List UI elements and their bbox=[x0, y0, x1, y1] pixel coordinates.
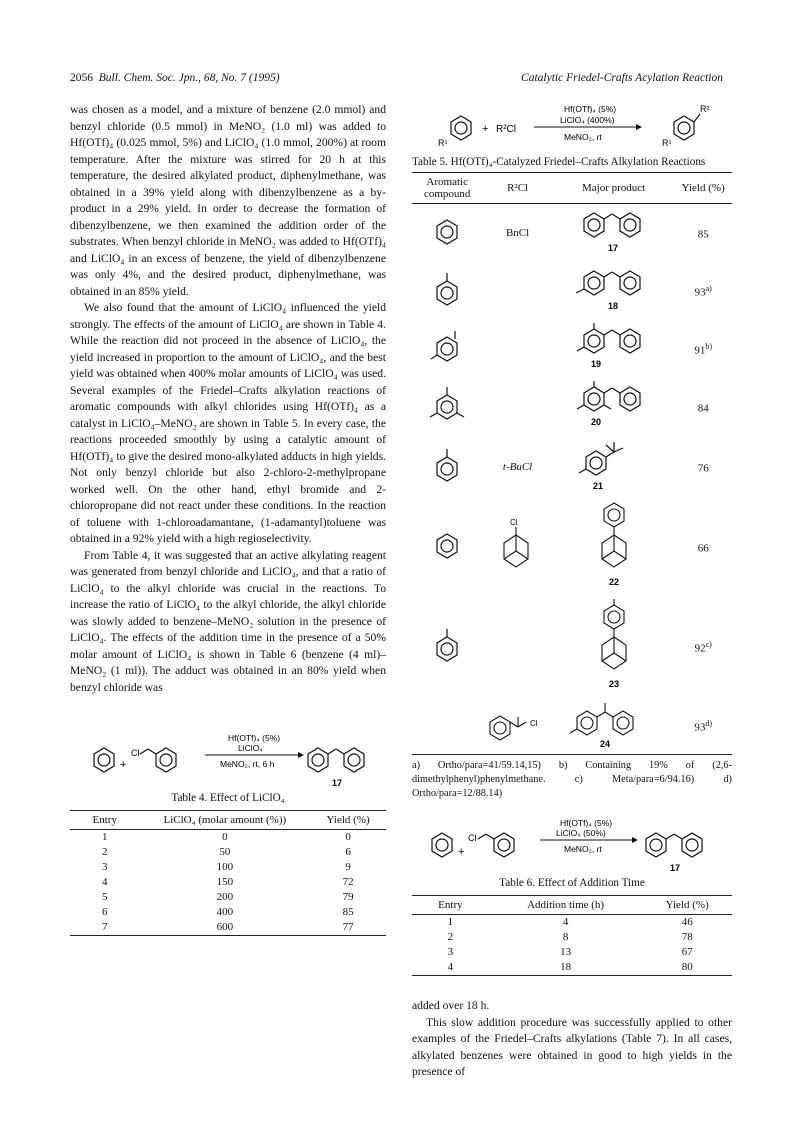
yield-cell bbox=[674, 204, 732, 263]
product-structure bbox=[566, 699, 662, 749]
reagent-cell bbox=[482, 436, 552, 498]
compound-number: 20 bbox=[590, 417, 601, 427]
arrow-head bbox=[298, 752, 304, 758]
toluene-structure bbox=[432, 269, 462, 309]
table-cell: 9 bbox=[345, 861, 351, 873]
table-cell: 4 bbox=[412, 960, 489, 976]
table-cell: 100 bbox=[216, 861, 234, 873]
product-cell bbox=[553, 262, 675, 320]
table-cell: 4 bbox=[102, 876, 108, 888]
reaction-conditions: MeNO₂, rt, 6 h bbox=[220, 759, 275, 769]
table-cell: 46 bbox=[681, 916, 693, 928]
reagent-cell bbox=[482, 378, 552, 436]
table-row bbox=[412, 698, 732, 755]
table-cell: 3 bbox=[447, 946, 454, 958]
table-cell: 78 bbox=[681, 931, 693, 943]
compound-number: 18 bbox=[607, 301, 618, 311]
diphenylmethane-structure bbox=[646, 833, 702, 857]
table-cell: 2 bbox=[102, 846, 108, 858]
yield-value: 85 bbox=[697, 228, 709, 241]
product-cell bbox=[553, 204, 675, 263]
r1-label: R¹ bbox=[438, 138, 448, 148]
aromatic-cell bbox=[412, 262, 482, 320]
reagent-salt: LiClO₄ (50%) bbox=[556, 828, 606, 838]
product-structure bbox=[579, 597, 649, 693]
product-structure bbox=[569, 321, 659, 373]
table-cell: 80 bbox=[642, 960, 732, 976]
chloroethylbenzene-structure bbox=[486, 704, 550, 744]
page-number: 2056 bbox=[70, 72, 93, 84]
paragraph: From Table 4, it was suggested that an active alkylating reagent was generated from benzyl chloride and LiClO₄, and that a ratio of LiClO₄ to the alkyl chloride was crucial in the reactions. To increase the ratio of LiClO₄ to the alkyl chloride, the alkyl chloride was slowly added to benzene–MeNO₂ solution in the presence of LiClO₄. The effects of the addition time in the presence of a 50% molar amount of LiClO₄ is shown in Table 6 (benzene (4 ml)–MeNO₂ (1 ml)). The adduct was obtained in an 80% yield when benzyl chloride was bbox=[70, 548, 386, 694]
reaction-scheme-4 bbox=[70, 730, 386, 788]
r1-label: R¹ bbox=[662, 138, 672, 148]
column-header: Entry bbox=[70, 811, 140, 830]
arrow-head bbox=[632, 837, 638, 843]
r2-label: R² bbox=[700, 104, 710, 114]
table-cell: 400 bbox=[216, 906, 234, 918]
column-header: Aromatic compound bbox=[412, 173, 482, 204]
table-cell: 0 bbox=[345, 831, 351, 843]
aromatic-cell bbox=[412, 596, 482, 698]
xylene-structure bbox=[430, 325, 464, 369]
footnote-marker: b) bbox=[705, 342, 713, 352]
table-cell: 67 bbox=[681, 946, 693, 958]
paragraph: This slow addition procedure was successfully applied to other examples of the Friedel–Crafts alkylations (Table 7). In all cases, alkylated benzenes were obtained in good to high yields in the presence of bbox=[412, 1015, 732, 1078]
table-cell: 72 bbox=[342, 876, 354, 888]
yield-value: 76 bbox=[697, 462, 709, 475]
reaction-conditions: MeNO₂, rt bbox=[564, 132, 602, 142]
table-header-row bbox=[412, 896, 732, 915]
product-structure bbox=[569, 205, 659, 257]
yield-value: 92 bbox=[694, 642, 706, 655]
table-cell: 0 bbox=[222, 831, 228, 843]
scheme-table6 bbox=[412, 815, 732, 873]
table-row bbox=[412, 596, 732, 698]
table6-caption: Table 6. Effect of Addition Time bbox=[499, 877, 645, 889]
table-row bbox=[412, 960, 732, 976]
table-cell: 1 bbox=[447, 916, 454, 928]
column-header: Yield (%) bbox=[310, 811, 386, 830]
product-structure bbox=[569, 437, 659, 493]
paragraph: added over 18 h. bbox=[412, 999, 490, 1012]
table-row bbox=[412, 436, 732, 498]
table4-caption: Table 4. Effect of LiClO₄ bbox=[171, 792, 285, 804]
table-row bbox=[412, 378, 732, 436]
benzene-structure bbox=[432, 216, 462, 246]
table-row bbox=[70, 830, 386, 846]
table4 bbox=[70, 810, 386, 936]
compound-number: 17 bbox=[607, 243, 618, 253]
header-page-journal bbox=[70, 72, 280, 84]
compound-number: 19 bbox=[590, 359, 601, 369]
alkyl-chloride-label: R²Cl bbox=[496, 124, 516, 135]
arene-structure bbox=[451, 116, 471, 140]
table-cell: 1 bbox=[102, 831, 108, 843]
reagent-catalyst: Hf(OTf)₄ (5%) bbox=[228, 733, 281, 743]
yield-value: 66 bbox=[697, 542, 709, 555]
table-row bbox=[412, 930, 732, 945]
table-row bbox=[412, 320, 732, 378]
table-cell: 600 bbox=[140, 920, 311, 936]
column-header: Addition time (h) bbox=[489, 896, 643, 915]
table-header-row bbox=[412, 173, 732, 204]
left-column bbox=[70, 102, 386, 936]
table-cell: 50 bbox=[219, 846, 231, 858]
benzene-structure bbox=[432, 833, 452, 857]
reagent-cell bbox=[482, 498, 552, 596]
table5 bbox=[412, 172, 732, 755]
column-header: R²Cl bbox=[482, 173, 552, 204]
toluene-structure bbox=[432, 625, 462, 665]
reagent-name: t-BuCl bbox=[502, 460, 533, 473]
table5-caption: Table 5. Hf(OTf)₄-Catalyzed Friedel–Crafts Alkylation Reactions bbox=[412, 156, 706, 168]
table5-footnote: a) Ortho/para=41/59.14,15) b) Containing 19% of (2,6-dimethylphenyl)phenylmethane. c) Meta/para=6/94.16) d) Ortho/para=12/88.14) bbox=[412, 760, 732, 799]
product-structure bbox=[569, 379, 659, 431]
table-cell: 150 bbox=[216, 876, 234, 888]
table6 bbox=[412, 895, 732, 976]
aromatic-cell bbox=[412, 498, 482, 596]
column-header: Yield (%) bbox=[642, 896, 732, 915]
chloride-label: Cl bbox=[468, 833, 477, 843]
product-cell bbox=[553, 320, 675, 378]
reaction-scheme-6 bbox=[412, 815, 732, 873]
aromatic-cell bbox=[412, 204, 482, 263]
table-cell: 13 bbox=[560, 946, 572, 958]
table-cell: 85 bbox=[342, 906, 354, 918]
scheme-table4 bbox=[70, 730, 386, 788]
compound-number: 24 bbox=[599, 739, 610, 749]
product-cell bbox=[553, 698, 675, 755]
footnote-marker: a) bbox=[705, 284, 712, 294]
product-cell bbox=[553, 498, 675, 596]
plus-sign: + bbox=[482, 123, 489, 135]
compound-number: 22 bbox=[608, 577, 619, 587]
table-row bbox=[70, 890, 386, 905]
benzene-structure bbox=[94, 748, 114, 772]
reagent-cell bbox=[482, 698, 552, 755]
toluene-structure bbox=[432, 445, 462, 485]
running-header bbox=[70, 72, 723, 88]
chloroadamantane-structure bbox=[496, 515, 540, 575]
reagent-cell bbox=[482, 262, 552, 320]
benzyl-chloride-structure bbox=[478, 833, 514, 857]
yield-cell bbox=[674, 262, 732, 320]
table-cell: 5 bbox=[102, 891, 108, 903]
table-row bbox=[412, 915, 732, 931]
table-cell: 7 bbox=[70, 920, 140, 936]
table-cell: 6 bbox=[102, 906, 108, 918]
compound-number: 17 bbox=[670, 863, 681, 873]
footnote-marker: d) bbox=[705, 719, 713, 729]
table-cell: 6 bbox=[345, 846, 351, 858]
table-cell: 18 bbox=[489, 960, 643, 976]
product-cell bbox=[553, 436, 675, 498]
reagent-cell: BnCl bbox=[505, 226, 530, 239]
table-row bbox=[412, 262, 732, 320]
column-header: LiClO₄ (molar amount (%)) bbox=[140, 811, 311, 830]
reagent-catalyst: Hf(OTf)₄ (5%) bbox=[560, 818, 613, 828]
reagent-cell bbox=[482, 596, 552, 698]
diphenylmethane-structure bbox=[308, 748, 364, 772]
yield-cell bbox=[674, 498, 732, 596]
reagent-cell bbox=[482, 320, 552, 378]
table-cell: 3 bbox=[102, 861, 108, 873]
paragraph: We also found that the amount of LiClO₄ influenced the yield strongly. The effects of the amount of LiClO₄ are shown in Table 4. While the reaction did not proceed in the absence of LiClO₄, the yield increased in proportion to the amount of LiClO₄, and the best yield was obtained when 400% molar amounts of LiClO₄ was used. Several examples of the Friedel–Crafts alkylation reactions of aromatic compounds with alkyl chlorides using Hf(OTf)₄ as a catalyst in LiClO₄–MeNO₂ are shown in Table 5. In every case, the reactions proceeded smoothly by using a catalytic amount of Hf(OTf)₄ to give the desired mono-alkylated adducts in high yields. Not only benzyl chloride but also 2-chloro-2-methylpropane worked well. On the other hand, ethyl bromide and 2-chloropropane did not react under these conditions. In the reaction of toluene with 1-chloroadamantane, (1-adamantyl)toluene was obtained in a 92% yield with a high regioselectivity. bbox=[70, 301, 386, 545]
yield-cell bbox=[674, 596, 732, 698]
table-row bbox=[412, 498, 732, 596]
yield-cell bbox=[674, 698, 732, 755]
footnote-marker: c) bbox=[705, 640, 712, 650]
reagent-salt: LiClO₄ (400%) bbox=[560, 115, 615, 125]
plus-sign: + bbox=[458, 846, 465, 858]
reagent-salt: LiClO₄ bbox=[238, 743, 263, 753]
column-header: Major product bbox=[553, 173, 675, 204]
product-cell bbox=[553, 378, 675, 436]
yield-value: 91 bbox=[694, 344, 706, 357]
yield-value: 93 bbox=[694, 286, 706, 299]
right-column bbox=[412, 102, 732, 1081]
yield-cell bbox=[674, 436, 732, 498]
column-header: Yield (%) bbox=[674, 173, 732, 204]
mesitylene-structure bbox=[427, 383, 467, 427]
table-row bbox=[70, 845, 386, 860]
reagent-catalyst: Hf(OTf)₄ (5%) bbox=[564, 104, 617, 114]
column-header: Entry bbox=[412, 896, 489, 915]
journal-citation: Bull. Chem. Soc. Jpn., 68, No. 7 (1995) bbox=[98, 72, 280, 84]
compound-number: 21 bbox=[592, 481, 603, 491]
table-row bbox=[412, 204, 732, 263]
aromatic-cell bbox=[412, 436, 482, 498]
scheme-table5 bbox=[436, 102, 732, 152]
benzyl-chloride-structure bbox=[140, 748, 176, 772]
aromatic-cell bbox=[412, 320, 482, 378]
yield-value: 84 bbox=[697, 402, 709, 415]
product-structure bbox=[674, 114, 700, 140]
running-title: Catalytic Friedel-Crafts Acylation Reaction bbox=[521, 72, 723, 84]
product-structure bbox=[569, 263, 659, 315]
table-row bbox=[412, 945, 732, 960]
yield-value: 93 bbox=[694, 721, 706, 734]
product-cell bbox=[553, 596, 675, 698]
chloride-label: Cl bbox=[529, 719, 538, 728]
yield-cell bbox=[674, 320, 732, 378]
product-structure bbox=[579, 499, 649, 591]
chloride-label: Cl bbox=[509, 518, 518, 527]
table-header-row bbox=[70, 811, 386, 830]
table-cell: 77 bbox=[310, 920, 386, 936]
aromatic-cell bbox=[412, 698, 482, 755]
yield-cell bbox=[674, 378, 732, 436]
arrow-head bbox=[636, 124, 642, 130]
benzene-structure bbox=[432, 530, 462, 560]
table-cell: 79 bbox=[342, 891, 354, 903]
plus-sign: + bbox=[120, 759, 127, 771]
compound-number: 23 bbox=[608, 679, 619, 689]
chloride-label: Cl bbox=[131, 748, 140, 758]
paragraph: was chosen as a model, and a mixture of benzene (2.0 mmol) and benzyl chloride (0.5 mmol) in MeNO₂ (1.0 ml) was added to Hf(OTf)₄ (0.025 mmol, 5%) and LiClO₄ (1.0 mmol, 200%) at room temperature. After the mixture was stirred for 20 h at this temperature, the desired alkylated product, diphenylmethane, was obtained in a 39% yield along with dibenzylbenzene as a by-product in a 29% yield. In order to decrease the formation of dibenzylbenzene, we then examined the addition order of the substrates. When benzyl chloride in MeNO₂ was added to Hf(OTf)₄ and LiClO₄ in an excess of benzene, the yield of dibenzylbenzene was only 4%, and the desired product, diphenylmethane, was obtained in an 85% yield. bbox=[70, 103, 386, 298]
table-cell: 200 bbox=[216, 891, 234, 903]
table-row bbox=[70, 920, 386, 936]
reaction-conditions: MeNO₂, rt bbox=[564, 844, 602, 854]
compound-number: 17 bbox=[332, 778, 343, 788]
table-row bbox=[70, 905, 386, 920]
table-cell: 2 bbox=[447, 931, 454, 943]
aromatic-cell bbox=[412, 378, 482, 436]
table-row bbox=[70, 860, 386, 875]
table-cell: 8 bbox=[562, 931, 569, 943]
table-cell: 4 bbox=[562, 916, 569, 928]
table-row bbox=[70, 875, 386, 890]
reaction-scheme-5 bbox=[436, 102, 736, 152]
